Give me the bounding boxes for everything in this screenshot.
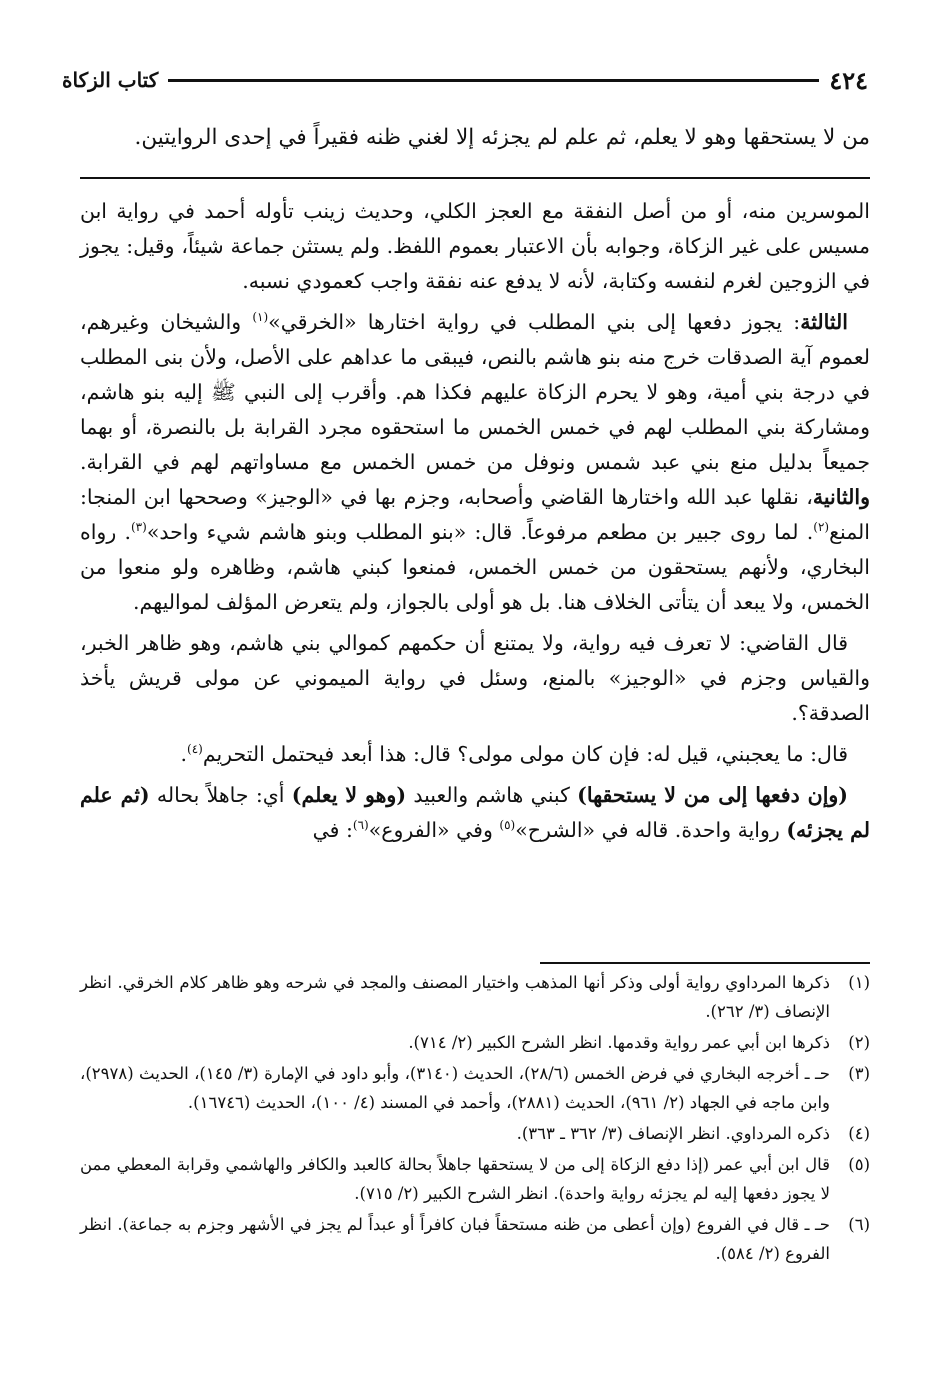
footnote-text: حـ ـ أخرجه البخاري في فرض الخمس (٢٨/٦)، الحديث (٣١٤٠)، وأبو داود في الإمارة (٣/ ١٤٥)، الحديث (٢٩٧٨)، وابن ماجه في الجهاد (٢/ ٩٦١)، الحديث (٢٨٨١)، وأحمد في المسند (٤/ ١٠٠)، الحديث (١٦٧٤٦). [80, 1064, 830, 1112]
commentary-text: : في [312, 818, 353, 842]
footnote-ref-6: (٦) [352, 818, 369, 833]
commentary-text: . [180, 742, 187, 766]
footnote-number: (١) [848, 973, 870, 992]
footnote-ref-1: (١) [252, 310, 269, 325]
commentary [80, 194, 870, 854]
commentary-paragraph-1: الموسرين منه، أو من أصل النفقة مع العجز الكلي، وحديث زينب تأوله أحمد في رواية ابن مسيس على غير الزكاة، وجوابه بأن الاعتبار بعموم اللفظ. ولم يستثن جماعة شيئاً، وقيل: يجوز في الزوجين لغرم لنفسه وكتابة، لأنه لا يدفع عنه نفقة واجب كعمودي نسبه. [80, 199, 870, 293]
commentary-text: أي: جاهلاً بحاله [149, 783, 292, 807]
matn-quote: (وإن دفعها إلى من لا يستحقها) [577, 783, 848, 807]
footnote-number: (٢) [848, 1033, 870, 1052]
commentary-paragraph-2 [80, 305, 870, 620]
commentary-paragraph-3: قال القاضي: لا تعرف فيه رواية، ولا يمتنع أن حكمهم كموالي بني هاشم، وهو ظاهر الخبر، والقياس وجزم في «الوجيز» بالمنع، وسئل في رواية الميموني عن مولى قريش يأخذ الصدقة؟. [80, 631, 870, 725]
commentary-text: . رواه البخاري، ولأنهم يستحقون من خمس الخمس، فمنعوا كبني هاشم، وظاهره ولو منعوا من الخمس، ولا يبعد أن يتأتى الخلاف هنا. بل هو أولى بالجواز، ولم يتعرض المؤلف لمواليهم. [80, 520, 870, 614]
footnote-number: (٥) [848, 1155, 870, 1174]
footnote-divider [540, 962, 870, 964]
header-rule [168, 79, 819, 82]
commentary-text: قال: ما يعجبني، قيل له: فإن كان مولى مولى؟ قال: هذا أبعد فيحتمل التحريم [202, 742, 848, 766]
footnote-number: (٦) [848, 1215, 870, 1234]
footnote-text: ذكرها ابن أبي عمر رواية وقدمها. انظر الشرح الكبير (٢/ ٧١٤). [408, 1033, 830, 1052]
footnote-ref-3: (٣) [130, 520, 147, 535]
book-title: كتاب الزكاة [62, 68, 159, 92]
commentary-paragraph-4 [80, 737, 870, 772]
footnote-number: (٣) [848, 1064, 870, 1083]
footnote-ref-2: (٢) [813, 520, 830, 535]
footnote-text: ذكرها المرداوي رواية أولى وذكر أنها المذهب واختيار المصنف والمجد في شرحه وهو ظاهر كلام الخرقي. انظر الإنصاف (٣/ ٢٦٢). [80, 973, 830, 1021]
page-number: ٤٢٤ [829, 65, 868, 95]
main-text: من لا يستحقها وهو لا يعلم، ثم علم لم يجزئه إلا لغني ظنه فقيراً في إحدى الروايتين. [134, 125, 870, 150]
footnote [80, 1210, 870, 1268]
footnote-text: قال ابن أبي عمر (إذا دفع الزكاة إلى من لا يستحقها جاهلاً بحالة كالعبد والكافر والهاشمي وقرابة المعطي ممن لا يجوز دفعها إليه لم يجزئه رواية واحدة). انظر الشرح الكبير (٢/ ٧١٥). [80, 1155, 830, 1203]
commentary-text: . لما روى جبير بن مطعم مرفوعاً. قال: «بنو المطلب وبنو هاشم شيء واحد» [146, 520, 814, 544]
footnote-ref-5: (٥) [499, 818, 516, 833]
page-header [62, 64, 868, 96]
footnote-ref-4: (٤) [187, 742, 203, 757]
footnote [80, 1119, 870, 1148]
matn-quote: (ثم علم لم يجزئه) [80, 783, 870, 842]
footnote-text: حـ ـ قال في الفروع (وإن أعطى من ظنه مستحقاً فبان كافراً أو عبداً لم يجز في الأشهر وجزم به جماعة). انظر الفروع (٢/ ٥٨٤). [80, 1215, 830, 1263]
commentary-text: ، نقلها عبد الله واختارها القاضي وأصحابه، وجزم بها في «الوجيز» وصححها ابن المنجا: المنع [80, 485, 870, 544]
third-label: الثالثة [800, 310, 848, 334]
footnote-text: ذكره المرداوي. انظر الإنصاف (٣/ ٣٦٢ ـ ٣٦٣). [516, 1124, 830, 1143]
commentary-text: والشيخان وغيرهم، لعموم آية الصدقات خرج منه بنو هاشم بالنص، فيبقى ما عداهم على الأصل، ولأن بنى المطلب في درجة بني أمية، وهو لا يحرم الزكاة عليهم فكذا هم. وأقرب إلى النبي ﷺ إليه بنو هاشم، ومشاركة بني المطلب لهم في خمس الخمس ما استحقوه مجرد القرابة بل بالنصرة، أو بهما جميعاً بدليل منع بني عبد شمس ونوفل من خمس الخمس مع مساواتهم لهم في القرابة. [80, 310, 870, 474]
footnote [80, 1028, 870, 1057]
footnote [80, 968, 870, 1026]
second-label: والثانية [812, 485, 870, 509]
footnotes [80, 968, 870, 1270]
commentary-text: كبني هاشم والعبيد [406, 783, 578, 807]
footnote [80, 1059, 870, 1117]
footnote-number: (٤) [848, 1124, 870, 1143]
footnote [80, 1150, 870, 1208]
matn-quote: (وهو لا يعلم) [291, 783, 407, 807]
commentary-text: : يجوز دفعها إلى بني المطلب في رواية اختارها «الخرقي» [268, 310, 801, 334]
commentary-text: وفي «الفروع» [368, 818, 500, 842]
commentary-text: رواية واحدة. قاله في «الشرح» [515, 818, 787, 842]
text-divider [80, 177, 870, 179]
commentary-paragraph-5 [80, 778, 870, 848]
